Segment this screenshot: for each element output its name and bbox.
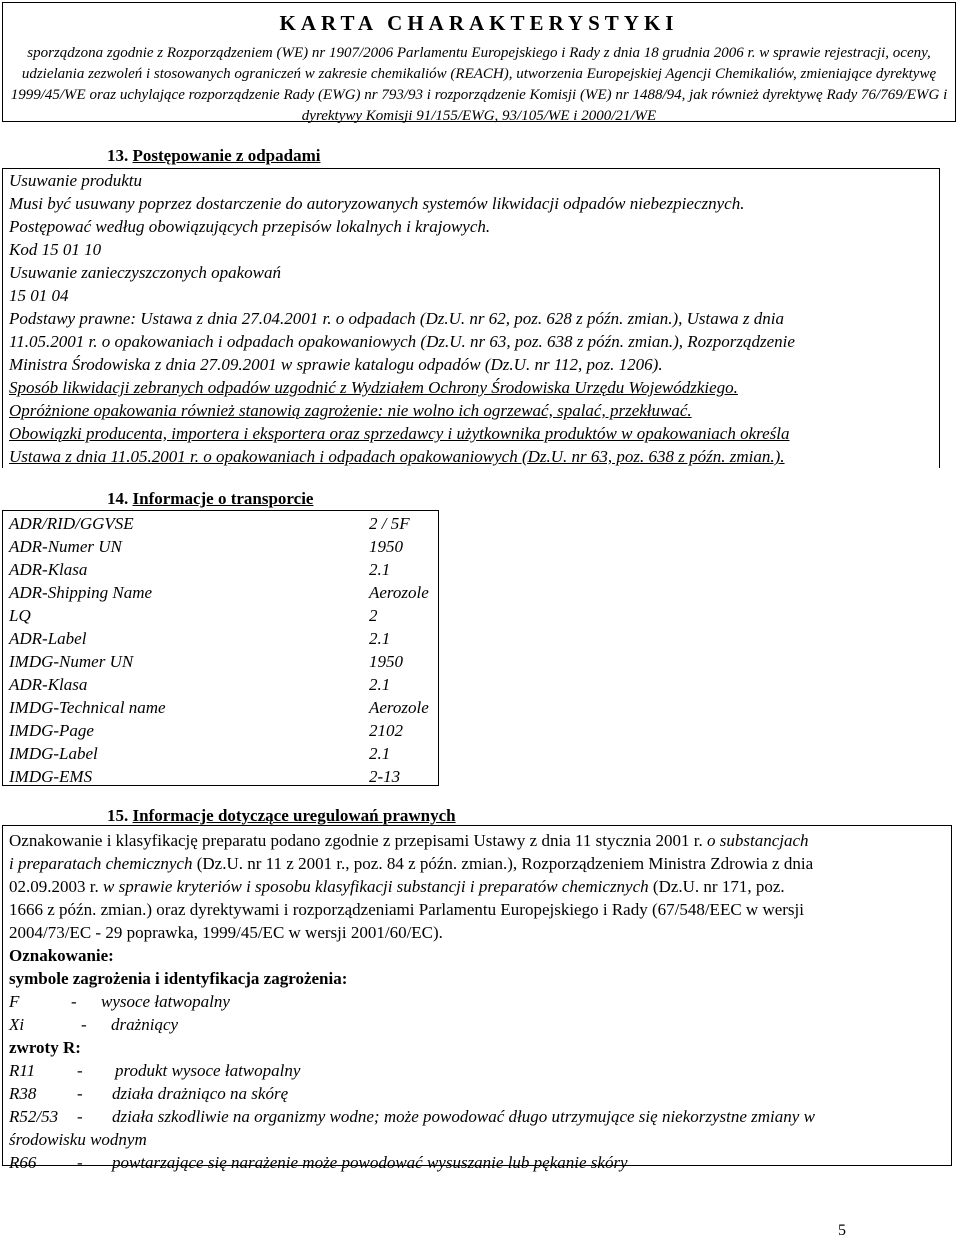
section-15-title: Informacje dotyczące uregulowań prawnych bbox=[132, 806, 456, 825]
s15-text: Oznakowanie i klasyfikację preparatu podano zgodnie z przepisami Ustawy z dnia 11 stycznia 2001 r. bbox=[9, 831, 703, 850]
transport-label: IMDG-Label bbox=[9, 744, 98, 763]
document-header bbox=[2, 2, 956, 122]
s15-para-line-5: 2004/73/EC - 29 poprawka, 1999/45/EC w wersji 2001/60/EC). bbox=[9, 923, 443, 942]
r-code: R52/53 bbox=[9, 1107, 59, 1126]
labeling-heading: Oznakowanie: bbox=[9, 946, 114, 965]
s13-line-1: Usuwanie produktu bbox=[9, 171, 143, 190]
hazard-code: F bbox=[9, 992, 20, 1011]
dash: - bbox=[81, 1015, 87, 1034]
document-title: KARTA CHARAKTERYSTYKI bbox=[279, 11, 679, 35]
s15-italic-text: o substancjach bbox=[707, 831, 809, 850]
page-number: 5 bbox=[838, 1222, 846, 1239]
transport-label: IMDG-Numer UN bbox=[9, 652, 134, 671]
s15-para-line-3 bbox=[9, 876, 785, 897]
transport-value: 2102 bbox=[369, 721, 403, 740]
hazard-symbol-row bbox=[9, 1014, 178, 1035]
r-text: produkt wysoce łatwopalny bbox=[115, 1061, 301, 1080]
transport-label: IMDG-EMS bbox=[9, 767, 93, 786]
section-15-heading bbox=[107, 806, 456, 826]
hazard-symbol-row bbox=[9, 991, 230, 1012]
r-text: powtarzające się narażenie może powodować wysuszanie lub pękanie skóry bbox=[112, 1153, 628, 1172]
s13-line-9: Ministra Środowiska z dnia 27.09.2001 w sprawie katalogu odpadów (Dz.U. nr 112, poz. 1206). bbox=[9, 355, 663, 374]
s15-text: (Dz.U. nr 171, poz. bbox=[652, 877, 785, 896]
transport-label: ADR-Label bbox=[9, 629, 87, 648]
s15-text: 02.09.2003 r. bbox=[9, 877, 99, 896]
transport-label: ADR-Klasa bbox=[9, 675, 88, 694]
transport-label: IMDG-Page bbox=[9, 721, 94, 740]
transport-label: LQ bbox=[9, 606, 31, 625]
s13-line-2: Musi być usuwany poprzez dostarczenie do autoryzowanych systemów likwidacji odpadów niebezpiecznych. bbox=[9, 194, 745, 213]
r-phrase-row bbox=[9, 1106, 815, 1127]
s13-line-7: Podstawy prawne: Ustawa z dnia 27.04.2001 r. o odpadach (Dz.U. nr 62, poz. 628 z późn. zmian.), Ustawa z dnia bbox=[9, 309, 784, 328]
r-phrase-row bbox=[9, 1152, 628, 1173]
transport-value: Aerozole bbox=[369, 583, 429, 602]
transport-label: ADR-Shipping Name bbox=[9, 583, 153, 602]
transport-value: 2 bbox=[369, 606, 378, 625]
dash: - bbox=[77, 1084, 83, 1103]
transport-label: ADR-Klasa bbox=[9, 560, 88, 579]
s15-italic-text: i preparatach chemicznych bbox=[9, 854, 193, 873]
s13-line-4: Kod 15 01 10 bbox=[9, 240, 102, 259]
dash: - bbox=[77, 1061, 83, 1080]
transport-value: Aerozole bbox=[369, 698, 429, 717]
s15-text: (Dz.U. nr 11 z 2001 r., poz. 84 z późn. zmian.), Rozporządzeniem Ministra Zdrowia z dnia bbox=[196, 854, 814, 873]
s13-line-6: 15 01 04 bbox=[9, 286, 69, 305]
dash: - bbox=[71, 992, 77, 1011]
s15-para-line-1 bbox=[9, 830, 809, 851]
s13-line-3: Postępować według obowiązujących przepisów lokalnych i krajowych. bbox=[9, 217, 491, 236]
r-code: R66 bbox=[9, 1153, 37, 1172]
transport-value: 1950 bbox=[369, 652, 403, 671]
section-14-number: 14. bbox=[107, 489, 129, 508]
r-phrases-heading: zwroty R: bbox=[9, 1038, 81, 1057]
section-13-number: 13. bbox=[107, 146, 129, 165]
transport-value: 2 / 5F bbox=[369, 514, 410, 533]
hazard-symbols-heading: symbole zagrożenia i identyfikacja zagrożenia: bbox=[9, 969, 348, 988]
transport-value: 2.1 bbox=[369, 629, 391, 648]
hazard-code: Xi bbox=[9, 1015, 25, 1034]
s15-para-line-2 bbox=[9, 853, 813, 874]
s15-italic-text: w sprawie kryteriów i sposobu klasyfikacji substancji i preparatów chemicznych bbox=[102, 877, 649, 896]
hazard-text: drażniący bbox=[111, 1015, 179, 1034]
dash: - bbox=[77, 1107, 83, 1126]
transport-value: 2.1 bbox=[369, 560, 391, 579]
r-phrase-row bbox=[9, 1083, 288, 1104]
transport-label: ADR-Numer UN bbox=[9, 537, 122, 556]
s13-line-12: Obowiązki producenta, importera i eksportera oraz sprzedawcy i użytkownika produktów w opakowaniach określa bbox=[9, 424, 790, 443]
section-13-heading bbox=[107, 146, 320, 166]
document-subtitle: sporządzona zgodnie z Rozporządzeniem (WE) nr 1907/2006 Parlamentu Europejskiego i Rady z dnia 18 grudnia 2006 r. w sprawie rejestracji, oceny, udzielania zezwoleń i stosowanych ograniczeń w zakresie chemikaliów (REACH), utworzenia Europejskiej Agencji Chemikaliów, zmieniające dyrektywę 1999/45/WE oraz uchylające rozporządzenie Rady (EWG) nr 793/93 i rozporządzenie Komisji (WE) nr 1488/94, jak również dyrektywę Rady 76/769/EWG i dyrektywy Komisji 91/155/EWG, 93/105/WE i 2000/21/WE bbox=[10, 45, 948, 124]
transport-value: 2-13 bbox=[369, 767, 401, 786]
r-phrase-row bbox=[9, 1060, 300, 1081]
s15-para-line-4: 1666 z późn. zmian.) oraz dyrektywami i rozporządzeniami Parlamentu Europejskiego i Rady (67/548/EEC w wersji bbox=[9, 900, 804, 919]
section-15-number: 15. bbox=[107, 806, 129, 825]
transport-label: ADR/RID/GGVSE bbox=[9, 514, 134, 533]
s13-line-10: Sposób likwidacji zebranych odpadów uzgodnić z Wydziałem Ochrony Środowiska Urzędu Wojewódzkiego. bbox=[9, 378, 738, 397]
s13-line-5: Usuwanie zanieczyszczonych opakowań bbox=[9, 263, 281, 282]
r-phrase-continuation: środowisku wodnym bbox=[9, 1130, 147, 1149]
s13-line-11: Opróżnione opakowania również stanowią zagrożenie: nie wolno ich ogrzewać, spalać, przekłuwać. bbox=[9, 401, 692, 420]
transport-value: 1950 bbox=[369, 537, 403, 556]
transport-value: 2.1 bbox=[369, 744, 391, 763]
r-text: działa szkodliwie na organizmy wodne; może powodować długo utrzymujące się niekorzystne zmiany w bbox=[112, 1107, 815, 1126]
transport-value: 2.1 bbox=[369, 675, 391, 694]
hazard-text: wysoce łatwopalny bbox=[101, 992, 230, 1011]
s13-line-13: Ustawa z dnia 11.05.2001 r. o opakowaniach i odpadach opakowaniowych (Dz.U. nr 63, poz. 638 z późn. zmian.). bbox=[9, 447, 785, 466]
transport-label: IMDG-Technical name bbox=[9, 698, 166, 717]
dash: - bbox=[77, 1153, 83, 1172]
section-14-heading bbox=[107, 489, 313, 509]
r-code: R38 bbox=[9, 1084, 37, 1103]
r-text: działa drażniąco na skórę bbox=[112, 1084, 289, 1103]
section-13-title: Postępowanie z odpadami bbox=[132, 146, 321, 165]
section-14-title: Informacje o transporcie bbox=[132, 489, 314, 508]
r-code: R11 bbox=[9, 1061, 36, 1080]
s13-line-8: 11.05.2001 r. o opakowaniach i odpadach opakowaniowych (Dz.U. nr 63, poz. 638 z późn. zmian.), Rozporządzenie bbox=[9, 332, 795, 351]
